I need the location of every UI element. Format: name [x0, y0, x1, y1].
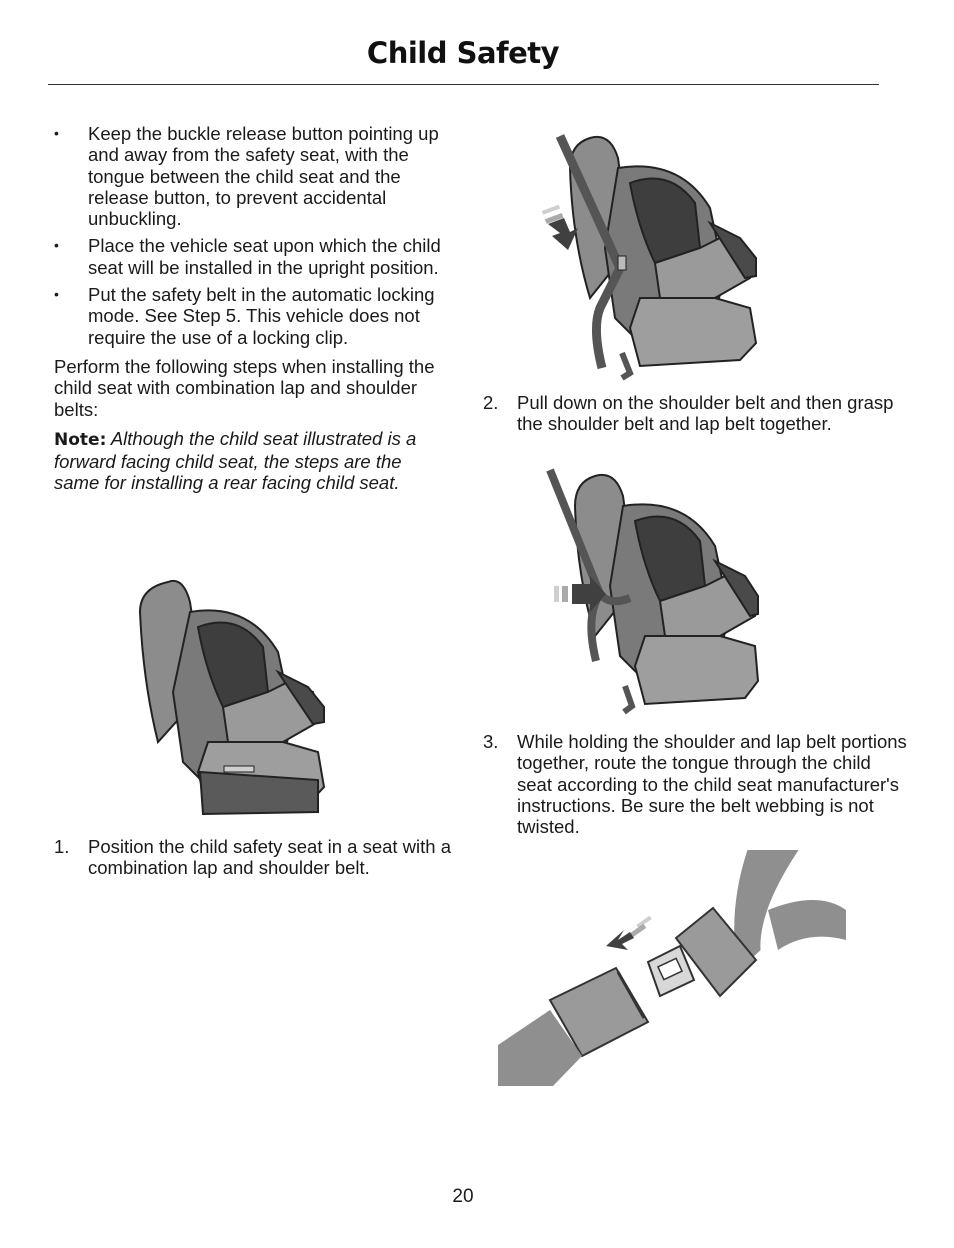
arrow-left-icon — [606, 916, 652, 950]
bullet-text: Place the vehicle seat upon which the child seat will be installed in the upright position. — [88, 235, 441, 278]
step-1 — [54, 836, 480, 879]
intro-paragraph: Perform the following steps when installing the child seat with combination lap and shoulder belts: — [54, 355, 435, 420]
list-item — [54, 123, 446, 229]
step-text: While holding the shoulder and lap belt portions together, route the tongue through the child seat according to the child seat manufacturer's instructions. Be sure the belt webbing is not twisted. — [517, 731, 907, 838]
step-text: Position the child safety seat in a seat with a combination lap and shoulder belt. — [88, 836, 452, 879]
note-label: Note: — [54, 429, 107, 450]
list-item — [54, 235, 446, 278]
note-text: Although the child seat illustrated is a forward facing child seat, the steps are the same for installing a rear facing child seat. — [54, 427, 417, 494]
bullet-marker: • — [54, 286, 59, 303]
left-column — [54, 123, 446, 494]
bullet-text: Put the safety belt in the automatic locking mode. See Step 5. This vehicle does not require the use of a locking clip. — [88, 284, 435, 348]
shoulder-belt-pull-down-illustration — [530, 128, 770, 383]
step-2 — [483, 392, 909, 435]
belt-buckle-illustration — [498, 850, 848, 1086]
bullet-marker: • — [54, 125, 59, 141]
grasp-belts-together-illustration — [540, 466, 770, 716]
bullet-list — [54, 123, 446, 348]
list-item — [54, 284, 446, 348]
child-seat-illustration — [128, 572, 338, 822]
step-text: Pull down on the shoulder belt and then grasp the shoulder belt and lap belt together. — [517, 392, 894, 435]
step-number: 3. — [483, 731, 499, 752]
page-number: 20 — [452, 1186, 474, 1207]
title-divider — [48, 84, 879, 85]
step-number: 2. — [483, 392, 499, 413]
page-title: Child Safety — [366, 36, 560, 70]
note-paragraph — [54, 428, 446, 494]
bullet-marker: • — [54, 237, 59, 254]
step-number: 1. — [54, 836, 70, 857]
step-3 — [483, 731, 909, 837]
bullet-text: Keep the buckle release button pointing up and away from the safety seat, with the tongue between the child seat and the release button, to prevent accidental unbuckling. — [88, 123, 439, 230]
